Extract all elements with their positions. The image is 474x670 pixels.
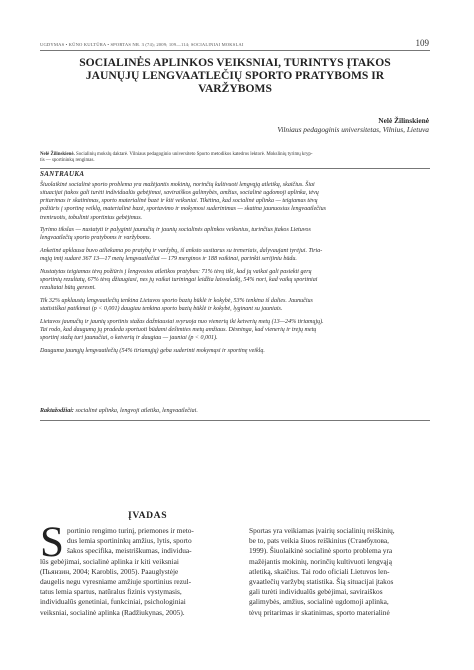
abstract-line: požiūris į sportinę veiklą, materialinė bazė, sportavimo ir mokymosi suderinimas — skatina jaunuosius lengvaatlečius [40, 206, 327, 213]
abstract-paragraph [40, 226, 432, 242]
keywords-label: Raktažodžiai: [40, 408, 74, 414]
author-affiliation: Vilniaus pedagoginis universitetas, Vilnius, Lietuva [277, 125, 429, 134]
abstract-line: Dauguma jaunųjų lengvaatlečių (54% tiriamųjų) geba suderinti mokymąsi ir sportinę veiklą. [40, 347, 265, 354]
body-line: daugelis negu vyresniame amžiuje sportinius rezul- [40, 577, 192, 587]
author-note [40, 152, 430, 165]
author-note-text: Socialinių mokslų daktarė. Vilniaus pedagoginio universiteto Sporto metodikos katedros lektorė. Mokslinių tyrimų kryp- [74, 152, 313, 157]
abstract-paragraph [40, 318, 432, 342]
abstract-line: sportinių rezultatų, 67% tėvų džiaugiasi, nes jų vaikai turiningai leidžia laisvalaikį, 54% nori, kad vaikų sportiniai [40, 277, 318, 284]
header-divider [40, 50, 430, 51]
keywords [40, 407, 430, 415]
body-line: individualūs genetiniai, funkciniai, psichologiniai [40, 597, 186, 607]
body-line: tatus lemia spartus, natūralus fizinis vystymasis, [40, 587, 182, 597]
body-line: gvaatlečių varžybų statistika. Šią situacijai įtakos [249, 577, 394, 587]
drop-cap: S [40, 519, 64, 566]
title-line: JAUNŲJŲ LENGVAATLEČIŲ SPORTO PRATYBOMS IR [85, 69, 385, 83]
abstract-line: Tyrimo tikslas — nustatyti ir palyginti jaunučių ir jaunių socialinės aplinkos veiksnius, turinčius įtakos Lietuvos [40, 227, 311, 234]
abstract-line: Tik 32% apklaustų lengvaatlečių tenkina Lietuvos sporto bazių būklė ir kokybė, 53% tenkina iš dalies. Jaunučius [40, 297, 313, 304]
body-line: galimybės, amžius, socialinė ugdomoji aplinka, [249, 597, 389, 607]
abstract-bottom-rule [40, 420, 430, 421]
abstract-line: Nustatytas teigiamas tėvų požiūris į lengvosios atletikos pratybas: 71% tėvų tiki, kad jų vaikai gali pasiekti gerų [40, 268, 312, 275]
body-line: 1999). Šiuolaikinė socialinė sporto problema yra [249, 546, 393, 556]
abstract-line: situacijai įtakos gali turėti individualūs gebėjimai, saviraiškos galimybės, amžius, socialinė ugdomoji aplinka, tėvų [40, 190, 319, 197]
abstract-paragraph [40, 181, 432, 222]
body-line: atletiką, skaičius. Tai rodo oficiali Lietuvos len- [249, 566, 390, 576]
intro-left-column [40, 526, 226, 618]
title-line: VARŽYBOMS [198, 82, 272, 96]
body-line: veiksniai, socialinė aplinka (Radžiukynas, 2005). [40, 607, 185, 617]
abstract-line: Tai rodo, kad daugumą jų pradeda sportuoti būdami dešimties metų amžiaus. Dėsninga, kad vienerių ir trejų metų [40, 326, 317, 333]
abstract-body [40, 181, 432, 359]
section-heading: ĮVADAS [128, 510, 168, 521]
abstract-line: pritarimas ir skatinimas, sporto materialinė bazė ir kiti veiksniai. Tikėtina, kad socialinė aplinka — teigiamas tėvų [40, 198, 318, 205]
body-line: (Пьянзин, 2004; Karoblis, 2005). Paauglystėje [40, 566, 179, 576]
abstract-paragraph [40, 297, 432, 313]
body-line: tėvų pritarimas ir skatinimas, sporto materialinė [249, 607, 390, 617]
body-line: šakos specifika, meistriškumas, individua- [67, 546, 192, 556]
abstract-paragraph [40, 247, 432, 263]
body-line: be to, pats veikia šiuos reiškinius (Стамбулова, [249, 536, 389, 546]
abstract-line: statistiškai patikimai (p < 0,001) daugiau tenkina sporto bazių būklė ir kokybė, lyginant su jauniais. [40, 306, 283, 313]
body-line: mažėjantis mokinių, norinčių kultivuoti lengvąją [249, 556, 392, 566]
keywords-text: socialinė aplinka, lengvoji atletika, lengvaatlečiai. [73, 408, 198, 414]
running-head: UGDYMAS • KŪNO KULTŪRA • SPORTAS NR. 3 (74); 2009; 109—114; SOCIALINIAI MOKSLAI [40, 42, 244, 47]
author-note-name: Nelė Žilinskienė. [40, 152, 75, 157]
abstract-top-rule [40, 168, 430, 169]
abstract-line: treniruotis, tobulinti sportinius gebėjimus. [40, 214, 143, 221]
abstract-heading: SANTRAUKA [40, 170, 85, 178]
author-name: Nelė Žilinskienė [378, 116, 429, 125]
body-line: gali turėti individualūs gebėjimai, saviraiškos [249, 587, 383, 597]
article-title [40, 56, 430, 96]
abstract-paragraph [40, 268, 432, 292]
abstract-line: mąją imtį sudarė 367 13—17 metų lengvaatlečiai — 179 merginos ir 188 vaikinai, parinkti serijiniu būdu. [40, 256, 297, 263]
body-line: Sportas yra veikiamas įvairių socialinių reiškinių, [249, 526, 395, 535]
intro-right-column [249, 526, 435, 618]
body-line: portinio rengimo turinį, priemones ir meto- [67, 526, 194, 535]
body-line: dus lemia sportininkų amžius, lytis, sporto [67, 536, 192, 546]
author-note-line: tis — sportininkų rengimas. [40, 158, 95, 164]
abstract-line: sportinį stažą turi jaunučiai, o ketverių ir daugiau — jauniai (p < 0,001). [40, 335, 218, 341]
body-line: lūs gebėjimai, socialinė aplinka ir kiti veiksniai [40, 556, 179, 566]
abstract-line: Lietuvos jaunučių ir jaunių sportinis stažas dažniausiai svyruoja nuo vienerių iki ketverių metų (13—24% tiriamųjų). [40, 318, 324, 325]
abstract-line: rezultatai būtų geresni. [40, 285, 96, 292]
title-line: SOCIALINĖS APLINKOS VEIKSNIAI, TURINTYS ĮTAKOS [79, 56, 391, 69]
abstract-paragraph [40, 347, 432, 355]
abstract-line: lengvaatlečių sporto pratyboms ir varžyboms. [40, 235, 152, 242]
abstract-line: Šiuolaikinė socialinė sporto problema yra mažėjantis mokinių, norinčių kultivuoti lengvąją atletiką, skaičius. Šiai [40, 182, 315, 188]
abstract-line: Anketinė apklausa buvo atliekama po pratybų ir varžybų, iš anksto susitarus su treneriais, dalyvaujant tyrėjui. Tiria- [40, 248, 323, 255]
page-number: 109 [415, 38, 429, 48]
